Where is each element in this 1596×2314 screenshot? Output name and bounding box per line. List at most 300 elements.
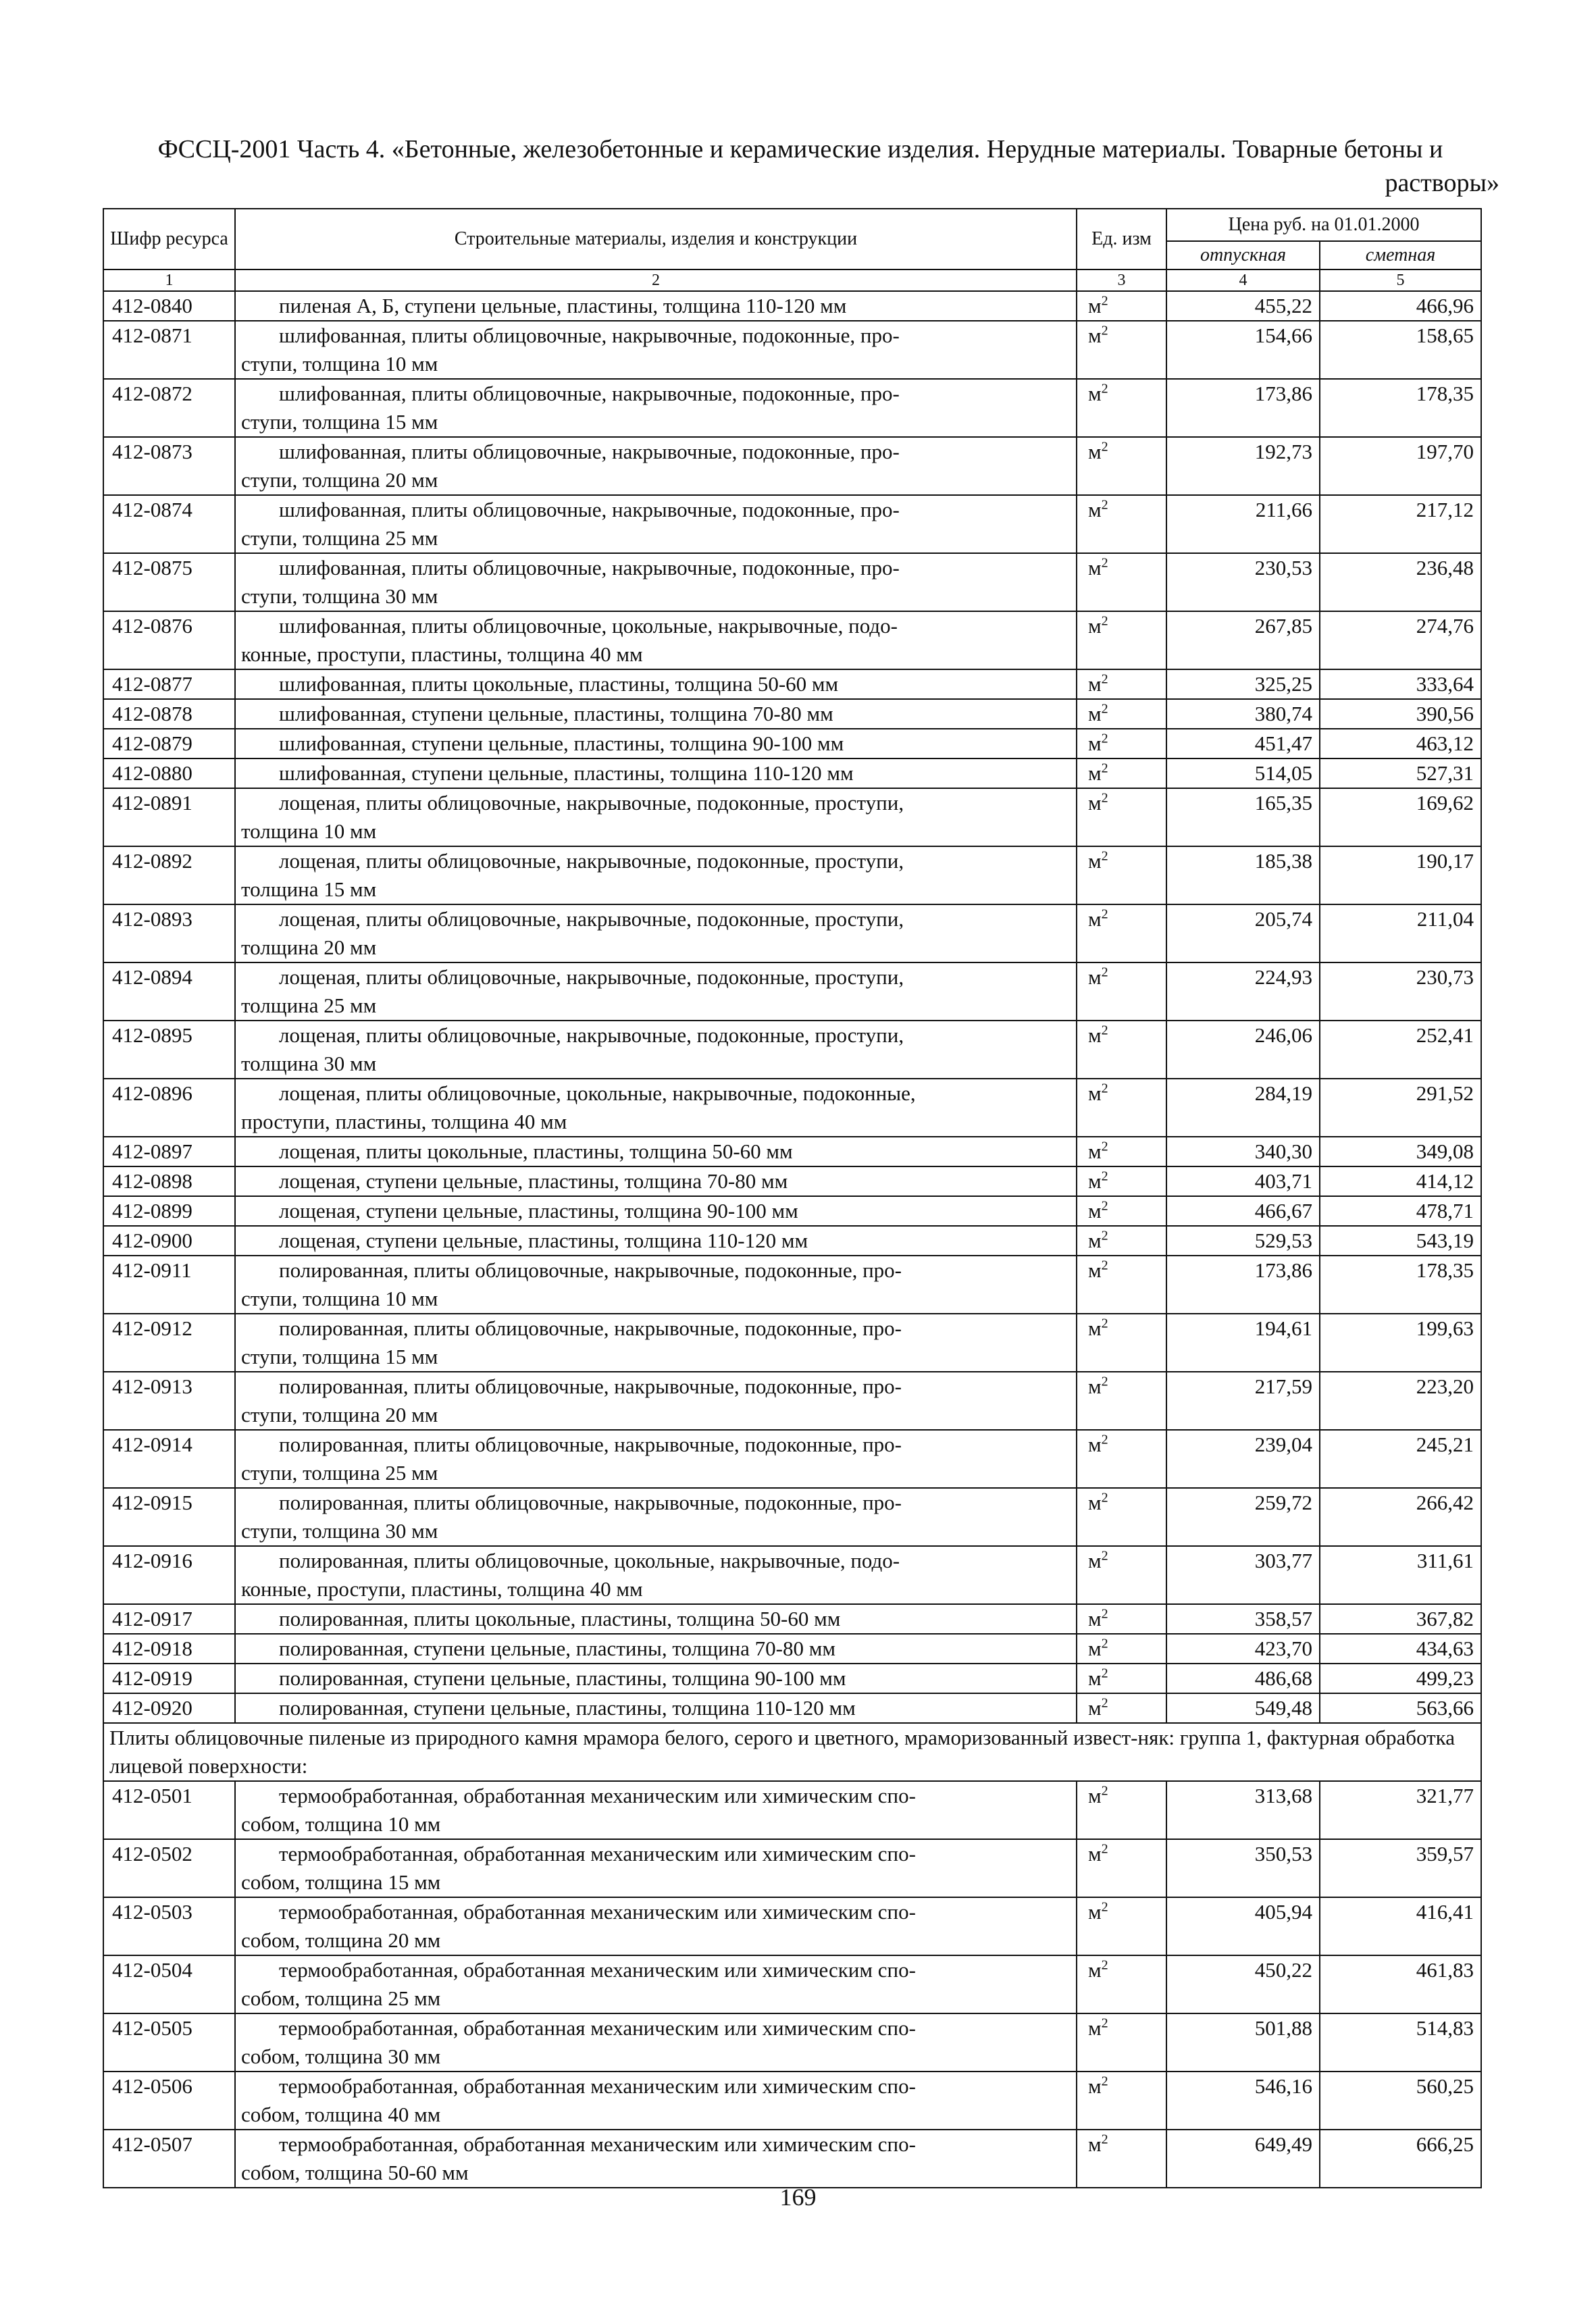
table-row (103, 2013, 1481, 2072)
material-description (235, 1897, 1077, 1955)
table-row (103, 437, 1481, 495)
resource-code: 412-0503 (103, 1897, 235, 1955)
price-estimate: 463,12 (1320, 729, 1481, 759)
unit-power: 2 (1101, 323, 1108, 338)
material-description (235, 379, 1077, 437)
unit-cell (1077, 759, 1166, 788)
description-continuation: толщина 20 мм (241, 935, 377, 959)
unit-cell (1077, 321, 1166, 379)
unit-cell (1077, 2072, 1166, 2130)
unit-cell (1077, 1664, 1166, 1693)
description-continuation: конные, проступи, пластины, толщина 40 мм (241, 1577, 643, 1601)
description-continuation: ступи, толщина 30 мм (241, 584, 438, 608)
price-release: 165,35 (1166, 788, 1320, 846)
table-row (103, 1079, 1481, 1137)
price-release: 224,93 (1166, 962, 1320, 1021)
table-row (103, 495, 1481, 553)
resource-code: 412-0919 (103, 1664, 235, 1693)
unit-base: м (1088, 1784, 1102, 1807)
price-release: 340,30 (1166, 1137, 1320, 1166)
unit-base: м (1088, 2074, 1102, 2098)
unit-cell (1077, 1079, 1166, 1137)
resource-code: 412-0877 (103, 669, 235, 699)
price-release: 267,85 (1166, 611, 1320, 669)
price-estimate: 416,41 (1320, 1897, 1481, 1955)
description-line: полированная, ступени цельные, пластины, толщина 70-80 мм (279, 1637, 835, 1660)
material-description (235, 1314, 1077, 1372)
material-description (235, 611, 1077, 669)
description-line: шлифованная, плиты облицовочные, накрывочные, подоконные, про- (279, 556, 900, 580)
price-release: 423,70 (1166, 1634, 1320, 1664)
unit-base: м (1088, 849, 1102, 873)
price-release: 194,61 (1166, 1314, 1320, 1372)
unit-base: м (1088, 1433, 1102, 1456)
price-estimate: 178,35 (1320, 379, 1481, 437)
unit-base: м (1088, 1316, 1102, 1340)
unit-power: 2 (1101, 381, 1108, 396)
unit-cell (1077, 1781, 1166, 1839)
unit-base: м (1088, 1607, 1102, 1630)
description-line: термообработанная, обработанная механическим или химическим спо- (279, 1958, 916, 1982)
material-description (235, 1488, 1077, 1546)
price-estimate: 666,25 (1320, 2130, 1481, 2188)
description-line: лощеная, плиты облицовочные, накрывочные, подоконные, проступи, (279, 965, 904, 989)
resource-code: 412-0900 (103, 1226, 235, 1256)
unit-power: 2 (1101, 2074, 1108, 2089)
price-estimate: 190,17 (1320, 846, 1481, 904)
price-release: 205,74 (1166, 904, 1320, 962)
table-row (103, 699, 1481, 729)
price-estimate: 367,82 (1320, 1604, 1481, 1634)
unit-cell (1077, 788, 1166, 846)
table-row (103, 1546, 1481, 1604)
price-release: 313,68 (1166, 1781, 1320, 1839)
price-release: 486,68 (1166, 1664, 1320, 1693)
unit-power: 2 (1101, 1168, 1108, 1184)
table-body-facing-slabs (103, 1781, 1481, 2188)
price-estimate: 223,20 (1320, 1372, 1481, 1430)
material-description (235, 759, 1077, 788)
unit-power: 2 (1101, 671, 1108, 687)
unit-base: м (1088, 1199, 1102, 1223)
description-continuation: конные, проступи, пластины, толщина 40 мм (241, 642, 643, 666)
price-estimate: 333,64 (1320, 669, 1481, 699)
header-price-release: отпускная (1166, 241, 1320, 269)
unit-base: м (1088, 382, 1102, 405)
price-estimate: 560,25 (1320, 2072, 1481, 2130)
description-continuation: собом, толщина 10 мм (241, 1812, 441, 1836)
unit-base: м (1088, 1491, 1102, 1514)
unit-base: м (1088, 294, 1102, 317)
material-description (235, 846, 1077, 904)
table-body-category (103, 1723, 1481, 1781)
table-row (103, 904, 1481, 962)
unit-power: 2 (1101, 761, 1108, 776)
unit-power: 2 (1101, 1316, 1108, 1331)
unit-cell (1077, 1021, 1166, 1079)
unit-cell (1077, 1137, 1166, 1166)
unit-base: м (1088, 1258, 1102, 1282)
unit-cell (1077, 1166, 1166, 1196)
unit-cell (1077, 1955, 1166, 2013)
description-line: полированная, плиты облицовочные, накрывочные, подоконные, про- (279, 1316, 902, 1340)
unit-cell (1077, 1372, 1166, 1430)
description-line: лощеная, плиты облицовочные, накрывочные, подоконные, проступи, (279, 849, 904, 873)
description-continuation: собом, толщина 25 мм (241, 1986, 441, 2010)
table-row (103, 1430, 1481, 1488)
price-estimate: 217,12 (1320, 495, 1481, 553)
price-release: 501,88 (1166, 2013, 1320, 2072)
table-row (103, 788, 1481, 846)
price-release: 217,59 (1166, 1372, 1320, 1430)
price-release: 239,04 (1166, 1430, 1320, 1488)
unit-power: 2 (1101, 1258, 1108, 1273)
resource-code: 412-0505 (103, 2013, 235, 2072)
price-estimate: 266,42 (1320, 1488, 1481, 1546)
price-estimate: 158,65 (1320, 321, 1481, 379)
price-release: 173,86 (1166, 379, 1320, 437)
col-number-4: 4 (1166, 269, 1320, 291)
price-estimate: 563,66 (1320, 1693, 1481, 1723)
unit-base: м (1088, 965, 1102, 989)
unit-power: 2 (1101, 1606, 1108, 1622)
unit-base: м (1088, 1637, 1102, 1660)
material-description (235, 291, 1077, 321)
price-table (103, 208, 1482, 2188)
unit-power: 2 (1101, 1957, 1108, 1973)
col-number-2: 2 (235, 269, 1077, 291)
price-estimate: 236,48 (1320, 553, 1481, 611)
table-row (103, 1955, 1481, 2013)
description-line: шлифованная, плиты облицовочные, накрывочные, подоконные, про- (279, 440, 900, 463)
description-line: термообработанная, обработанная механическим или химическим спо- (279, 2074, 916, 2098)
price-release: 325,25 (1166, 669, 1320, 699)
unit-base: м (1088, 1549, 1102, 1572)
description-line: шлифованная, ступени цельные, пластины, толщина 90-100 мм (279, 731, 844, 755)
unit-base: м (1088, 556, 1102, 580)
unit-power: 2 (1101, 731, 1108, 746)
resource-code: 412-0873 (103, 437, 235, 495)
material-description (235, 1781, 1077, 1839)
unit-cell (1077, 1256, 1166, 1314)
unit-power: 2 (1101, 1081, 1108, 1096)
description-line: лощеная, ступени цельные, пластины, толщина 90-100 мм (279, 1199, 798, 1223)
unit-cell (1077, 495, 1166, 553)
price-table-container (103, 208, 1481, 2188)
description-line: термообработанная, обработанная механическим или химическим спо- (279, 1842, 916, 1866)
unit-power: 2 (1101, 701, 1108, 717)
unit-cell (1077, 437, 1166, 495)
price-estimate: 252,41 (1320, 1021, 1481, 1079)
unit-power: 2 (1101, 1490, 1108, 1506)
material-description (235, 1955, 1077, 2013)
price-estimate: 245,21 (1320, 1430, 1481, 1488)
material-description (235, 1166, 1077, 1196)
price-release: 466,67 (1166, 1196, 1320, 1226)
unit-power: 2 (1101, 497, 1108, 513)
description-continuation: толщина 25 мм (241, 994, 377, 1017)
table-row (103, 2130, 1481, 2188)
material-description (235, 1079, 1077, 1137)
description-line: лощеная, плиты облицовочные, накрывочные, подоконные, проступи, (279, 907, 904, 931)
header-code: Шифр ресурса (103, 209, 235, 269)
material-description (235, 495, 1077, 553)
table-row (103, 1021, 1481, 1079)
description-line: термообработанная, обработанная механическим или химическим спо- (279, 2016, 916, 2040)
unit-base: м (1088, 672, 1102, 696)
unit-cell (1077, 1314, 1166, 1372)
price-release: 259,72 (1166, 1488, 1320, 1546)
price-release: 649,49 (1166, 2130, 1320, 2188)
unit-cell (1077, 669, 1166, 699)
price-estimate: 514,83 (1320, 2013, 1481, 2072)
resource-code: 412-0507 (103, 2130, 235, 2188)
description-continuation: ступи, толщина 10 мм (241, 352, 438, 376)
table-row (103, 846, 1481, 904)
price-release: 246,06 (1166, 1021, 1320, 1079)
unit-base: м (1088, 1229, 1102, 1252)
page-number: 169 (779, 2184, 817, 2211)
unit-cell (1077, 553, 1166, 611)
material-description (235, 1634, 1077, 1664)
price-release: 380,74 (1166, 699, 1320, 729)
description-continuation: ступи, толщина 10 мм (241, 1287, 438, 1310)
description-line: шлифованная, плиты облицовочные, накрывочные, подоконные, про- (279, 382, 900, 405)
material-description (235, 2013, 1077, 2072)
unit-power: 2 (1101, 613, 1108, 629)
unit-base: м (1088, 324, 1102, 347)
material-description (235, 2130, 1077, 2188)
unit-power: 2 (1101, 1228, 1108, 1243)
header-price-estimate: сметная (1320, 241, 1481, 269)
description-continuation: собом, толщина 40 мм (241, 2103, 441, 2126)
price-estimate: 390,56 (1320, 699, 1481, 729)
price-estimate: 178,35 (1320, 1256, 1481, 1314)
price-estimate: 527,31 (1320, 759, 1481, 788)
material-description (235, 669, 1077, 699)
description-line: термообработанная, обработанная механическим или химическим спо- (279, 1900, 916, 1924)
description-line: полированная, плиты цокольные, пластины, толщина 50-60 мм (279, 1607, 841, 1630)
table-row (103, 379, 1481, 437)
resource-code: 412-0892 (103, 846, 235, 904)
resource-code: 412-0895 (103, 1021, 235, 1079)
resource-code: 412-0914 (103, 1430, 235, 1488)
price-release: 284,19 (1166, 1079, 1320, 1137)
unit-cell (1077, 904, 1166, 962)
col-number-3: 3 (1077, 269, 1166, 291)
price-release: 529,53 (1166, 1226, 1320, 1256)
description-line: полированная, ступени цельные, пластины, толщина 90-100 мм (279, 1666, 846, 1690)
material-description (235, 1430, 1077, 1488)
resource-code: 412-0913 (103, 1372, 235, 1430)
price-release: 450,22 (1166, 1955, 1320, 2013)
unit-power: 2 (1101, 555, 1108, 571)
unit-cell (1077, 729, 1166, 759)
price-estimate: 478,71 (1320, 1196, 1481, 1226)
material-description (235, 1693, 1077, 1723)
unit-cell (1077, 699, 1166, 729)
price-estimate: 349,08 (1320, 1137, 1481, 1166)
table-row (103, 759, 1481, 788)
resource-code: 412-0893 (103, 904, 235, 962)
price-estimate: 466,96 (1320, 291, 1481, 321)
table-row (103, 321, 1481, 379)
description-continuation: толщина 15 мм (241, 877, 377, 901)
table-row (103, 1314, 1481, 1372)
unit-base: м (1088, 1374, 1102, 1398)
unit-cell (1077, 611, 1166, 669)
material-description (235, 699, 1077, 729)
unit-power: 2 (1101, 1783, 1108, 1799)
price-estimate: 321,77 (1320, 1781, 1481, 1839)
unit-cell (1077, 1839, 1166, 1897)
unit-cell (1077, 1226, 1166, 1256)
material-description (235, 1839, 1077, 1897)
material-description (235, 1256, 1077, 1314)
unit-base: м (1088, 1842, 1102, 1866)
category-row: Плиты облицовочные пиленые из природного камня мрамора белого, серого и цветного, мраморизованный извест-няк: группа 1, фактурная обработка лицевой поверхности: (103, 1723, 1481, 1781)
description-continuation: ступи, толщина 30 мм (241, 1519, 438, 1543)
price-release: 303,77 (1166, 1546, 1320, 1604)
price-estimate: 230,73 (1320, 962, 1481, 1021)
description-continuation: ступи, толщина 15 мм (241, 410, 438, 434)
unit-power: 2 (1101, 1139, 1108, 1154)
price-estimate: 274,76 (1320, 611, 1481, 669)
table-row (103, 1137, 1481, 1166)
description-line: полированная, плиты облицовочные, накрывочные, подоконные, про- (279, 1374, 902, 1398)
price-release: 350,53 (1166, 1839, 1320, 1897)
material-description (235, 1604, 1077, 1634)
unit-base: м (1088, 498, 1102, 521)
table-row (103, 1839, 1481, 1897)
description-line: полированная, плиты облицовочные, накрывочные, подоконные, про- (279, 1433, 902, 1456)
description-continuation: собом, толщина 20 мм (241, 1928, 441, 1952)
material-description (235, 437, 1077, 495)
unit-base: м (1088, 907, 1102, 931)
description-line: шлифованная, ступени цельные, пластины, толщина 110-120 мм (279, 761, 854, 785)
description-continuation: проступи, пластины, толщина 40 мм (241, 1110, 567, 1133)
price-estimate: 461,83 (1320, 1955, 1481, 2013)
table-row (103, 611, 1481, 669)
unit-cell (1077, 291, 1166, 321)
unit-cell (1077, 846, 1166, 904)
table-row (103, 962, 1481, 1021)
table-row (103, 729, 1481, 759)
table-row (103, 669, 1481, 699)
description-continuation: ступи, толщина 20 мм (241, 468, 438, 492)
material-description (235, 1226, 1077, 1256)
resource-code: 412-0917 (103, 1604, 235, 1634)
unit-base: м (1088, 2016, 1102, 2040)
price-release: 211,66 (1166, 495, 1320, 553)
unit-power: 2 (1101, 1899, 1108, 1915)
resource-code: 412-0876 (103, 611, 235, 669)
unit-power: 2 (1101, 2015, 1108, 2031)
resource-code: 412-0918 (103, 1634, 235, 1664)
price-release: 230,53 (1166, 553, 1320, 611)
table-row (103, 1897, 1481, 1955)
description-line: полированная, ступени цельные, пластины, толщина 110-120 мм (279, 1696, 856, 1720)
table-row (103, 1664, 1481, 1693)
table-row (103, 291, 1481, 321)
unit-power: 2 (1101, 1695, 1108, 1711)
price-release: 185,38 (1166, 846, 1320, 904)
description-line: лощеная, плиты цокольные, пластины, толщина 50-60 мм (279, 1139, 793, 1163)
unit-cell (1077, 962, 1166, 1021)
description-line: шлифованная, ступени цельные, пластины, толщина 70-80 мм (279, 702, 833, 725)
table-body-marble-variants (103, 291, 1481, 1723)
unit-cell (1077, 1546, 1166, 1604)
unit-power: 2 (1101, 1198, 1108, 1214)
description-line: лощеная, плиты облицовочные, накрывочные, подоконные, проступи, (279, 791, 904, 815)
unit-power: 2 (1101, 965, 1108, 980)
unit-base: м (1088, 614, 1102, 638)
price-estimate: 211,04 (1320, 904, 1481, 962)
resource-code: 412-0891 (103, 788, 235, 846)
resource-code: 412-0874 (103, 495, 235, 553)
material-description (235, 553, 1077, 611)
description-continuation: толщина 30 мм (241, 1052, 377, 1075)
resource-code: 412-0896 (103, 1079, 235, 1137)
unit-base: м (1088, 761, 1102, 785)
header-price-group: Цена руб. на 01.01.2000 (1166, 209, 1481, 241)
price-release: 451,47 (1166, 729, 1320, 759)
material-description (235, 1137, 1077, 1166)
resource-code: 412-0871 (103, 321, 235, 379)
unit-base: м (1088, 1696, 1102, 1720)
unit-cell (1077, 1693, 1166, 1723)
unit-power: 2 (1101, 439, 1108, 455)
description-continuation: ступи, толщина 15 мм (241, 1345, 438, 1368)
unit-base: м (1088, 731, 1102, 755)
material-description (235, 904, 1077, 962)
material-description (235, 1664, 1077, 1693)
unit-power: 2 (1101, 2132, 1108, 2147)
unit-power: 2 (1101, 1636, 1108, 1651)
material-description (235, 1021, 1077, 1079)
unit-base: м (1088, 2132, 1102, 2156)
col-number-5: 5 (1320, 269, 1481, 291)
description-line: шлифованная, плиты облицовочные, накрывочные, подоконные, про- (279, 498, 900, 521)
unit-cell (1077, 2013, 1166, 2072)
price-estimate: 199,63 (1320, 1314, 1481, 1372)
description-line: полированная, плиты облицовочные, цокольные, накрывочные, подо- (279, 1549, 900, 1572)
table-row (103, 1634, 1481, 1664)
unit-power: 2 (1101, 1374, 1108, 1389)
unit-power: 2 (1101, 1548, 1108, 1564)
price-release: 455,22 (1166, 291, 1320, 321)
description-line: шлифованная, плиты облицовочные, цокольные, накрывочные, подо- (279, 614, 898, 638)
price-estimate: 291,52 (1320, 1079, 1481, 1137)
material-description (235, 2072, 1077, 2130)
header-name: Строительные материалы, изделия и конструкции (235, 209, 1077, 269)
resource-code: 412-0879 (103, 729, 235, 759)
resource-code: 412-0897 (103, 1137, 235, 1166)
price-release: 358,57 (1166, 1604, 1320, 1634)
unit-cell (1077, 1488, 1166, 1546)
table-row (103, 1781, 1481, 1839)
description-continuation: толщина 10 мм (241, 819, 377, 843)
unit-cell (1077, 379, 1166, 437)
unit-power: 2 (1101, 293, 1108, 309)
table-row (103, 1256, 1481, 1314)
table-row (103, 1693, 1481, 1723)
resource-code: 412-0880 (103, 759, 235, 788)
col-number-1: 1 (103, 269, 235, 291)
material-description (235, 729, 1077, 759)
unit-power: 2 (1101, 1432, 1108, 1447)
description-continuation: собом, толщина 50-60 мм (241, 2161, 469, 2184)
